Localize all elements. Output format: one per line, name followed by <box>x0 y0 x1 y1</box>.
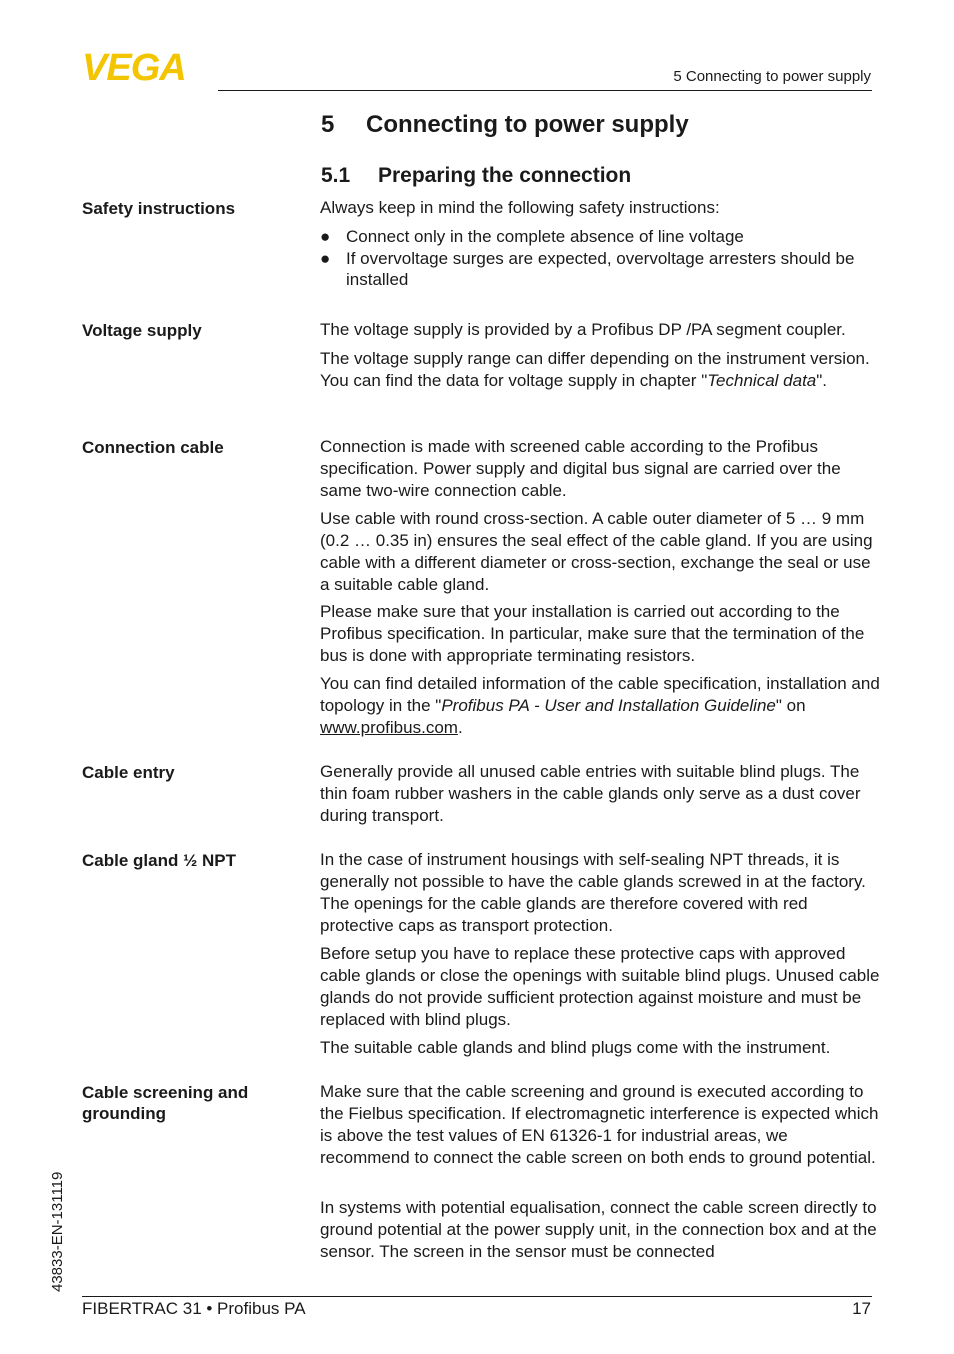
cable-para-3: Please make sure that your installation is carried out according to the Profibus specification. In particular, make sure that the termination of the bus is done with appropriate terminating resistors. <box>320 602 865 665</box>
footer-divider <box>82 1296 872 1297</box>
vega-logo-graphic <box>82 50 212 84</box>
voltage-para-1: The voltage supply is provided by a Profibus DP /PA segment coupler. <box>320 320 846 339</box>
side-label-voltage: Voltage supply <box>82 321 202 340</box>
vega-logo <box>82 50 212 89</box>
bullet-text: If overvoltage surges are expected, overvoltage arresters should be installed <box>346 249 855 289</box>
screening-para-1: Make sure that the cable screening and ground is executed according to the Fielbus specification. If electromagnetic interference is expected which is above the test values of EN 61326-1 for industrial areas, we recommend to connect the cable screen on both ends to ground potential. <box>320 1082 879 1167</box>
profibus-link[interactable]: www.profibus.com <box>320 718 458 737</box>
cable-para-1: Connection is made with screened cable according to the Profibus specification. Power supply and digital bus signal are carried over the same two-wire connection cable. <box>320 437 841 500</box>
chapter-heading <box>321 111 689 139</box>
side-label-entry: Cable entry <box>82 763 175 782</box>
document-id: 43833-EN-131119 <box>49 1171 66 1292</box>
side-label-safety: Safety instructions <box>82 199 236 218</box>
header-divider <box>218 90 872 91</box>
section-title: Preparing the connection <box>378 164 632 187</box>
bullet-icon: ● <box>320 227 331 246</box>
running-header: 5 Connecting to power supply <box>673 68 871 85</box>
side-label-cable: Connection cable <box>82 438 224 457</box>
svg-text:VEGA: VEGA <box>82 50 186 84</box>
section-heading <box>321 164 631 188</box>
side-label-gland: Cable gland ½ NPT <box>82 851 236 870</box>
gland-para-2: Before setup you have to replace these protective caps with approved cable glands or close the openings with suitable blind plugs. Unused cable glands do not provide sufficient protection against moisture and must be replaced with blind plugs. <box>320 944 880 1029</box>
voltage-para-2: The voltage supply range can differ depending on the instrument version. You can find the data for voltage supply in chapter "Technical data". <box>320 349 870 390</box>
screening-para-2: In systems with potential equalisation, connect the cable screen directly to ground potential at the power supply unit, in the connection box and at the sensor. The screen in the sensor must be connected <box>320 1198 877 1261</box>
chapter-number: 5 <box>321 111 335 138</box>
list-item <box>320 248 880 290</box>
list-item <box>320 226 880 247</box>
section-number: 5.1 <box>321 164 351 187</box>
cable-para-4: You can find detailed information of the cable specification, installation and topology in the "Profibus PA - User and Installation Guideline" on www.profibus.com. <box>320 674 880 737</box>
safety-intro: Always keep in mind the following safety instructions: <box>320 198 720 217</box>
bullet-icon: ● <box>320 249 331 268</box>
chapter-title: Connecting to power supply <box>366 111 689 138</box>
gland-para-3: The suitable cable glands and blind plugs come with the instrument. <box>320 1038 831 1057</box>
footer-product: FIBERTRAC 31 • Profibus PA <box>82 1299 306 1318</box>
side-label-screening: Cable screening and grounding <box>82 1083 249 1123</box>
bullet-text: Connect only in the complete absence of line voltage <box>346 227 744 246</box>
entry-para-1: Generally provide all unused cable entries with suitable blind plugs. The thin foam rubber washers in the cable glands only serve as a dust cover during transport. <box>320 762 861 825</box>
page-number: 17 <box>852 1299 871 1318</box>
gland-para-1: In the case of instrument housings with self-sealing NPT threads, it is generally not possible to have the cable glands screwed in at the factory. The openings for the cable glands are therefore covered with red protective caps as transport protection. <box>320 850 866 935</box>
cable-para-2: Use cable with round cross-section. A cable outer diameter of 5 … 9 mm (0.2 … 0.35 in) ensures the seal effect of the cable gland. If you are using cable with a different diameter or cross-section, exchange the seal or use a suitable cable gland. <box>320 509 873 594</box>
